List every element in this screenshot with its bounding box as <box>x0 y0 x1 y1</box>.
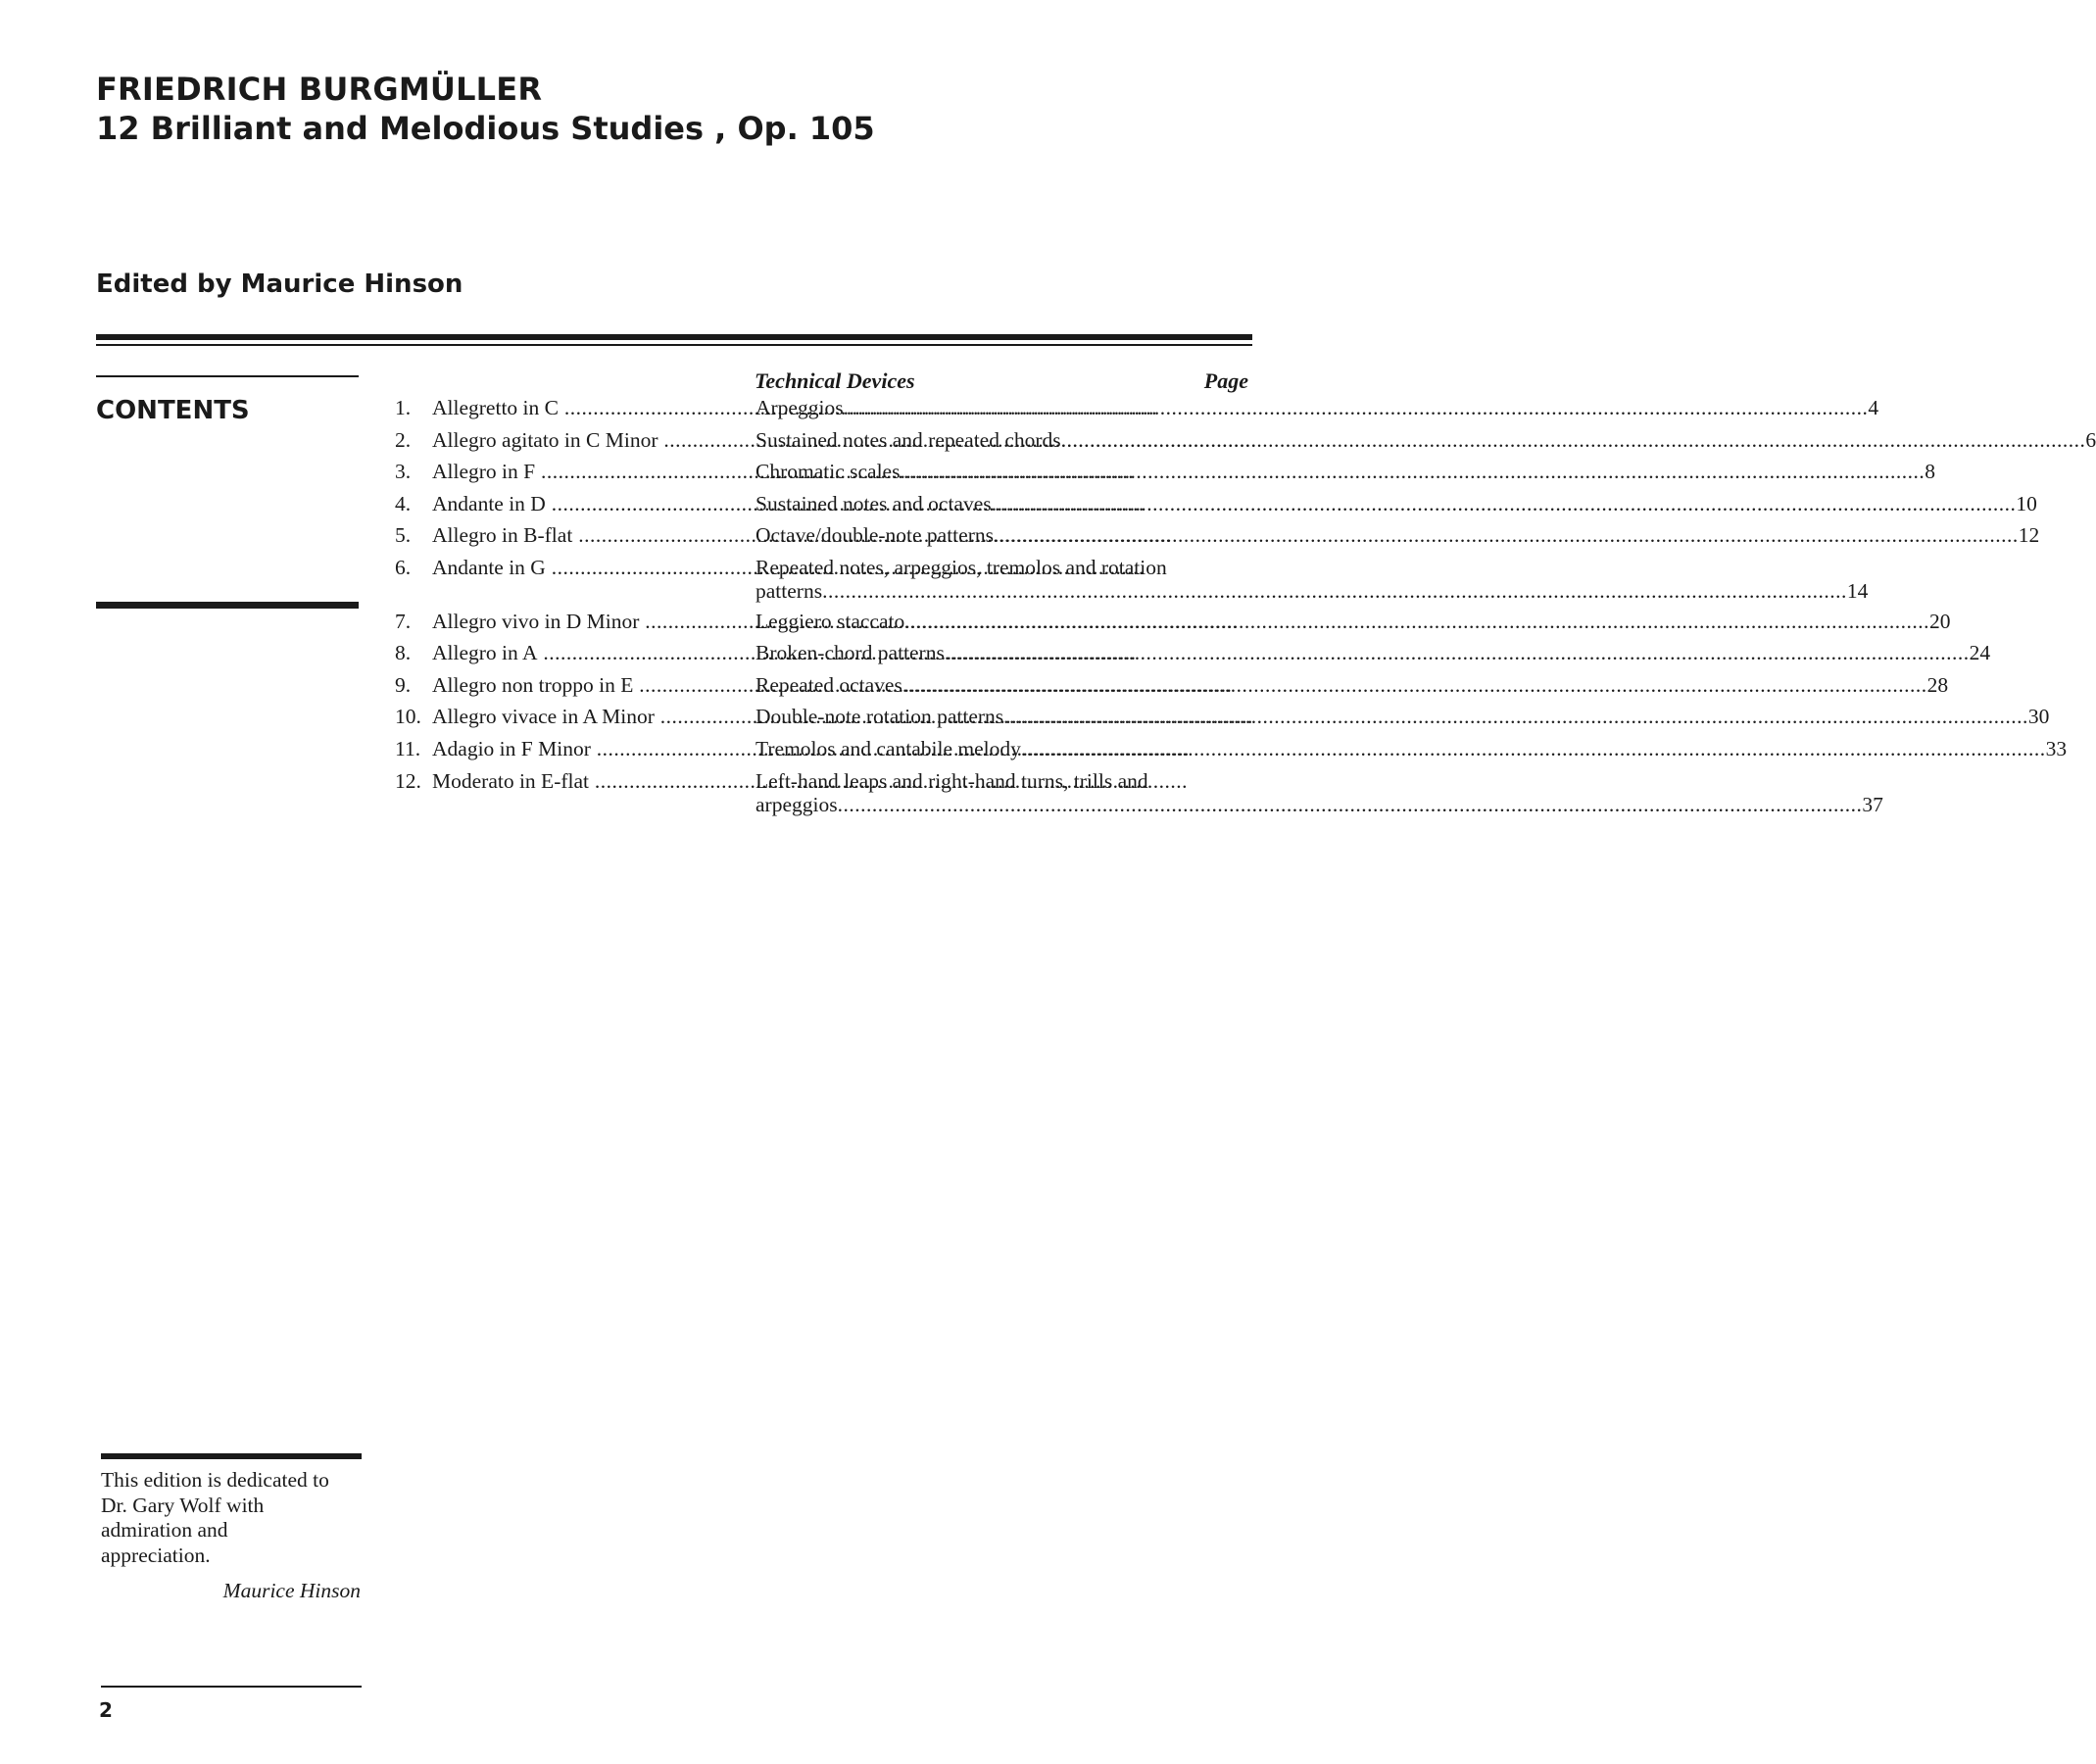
toc-device-column <box>756 769 1883 815</box>
toc-leader-dots <box>992 492 2017 516</box>
toc-row <box>395 491 2037 516</box>
toc-piece-title: Allegro in A ..... <box>432 641 756 665</box>
dedication-line: This edition is dedicated to <box>101 1468 329 1492</box>
toc-row <box>395 705 2050 729</box>
toc-page-number: 6 <box>2085 427 2096 452</box>
toc-device-column <box>756 673 1948 698</box>
contents-heading: CONTENTS <box>96 396 250 425</box>
toc-device-line <box>756 428 2096 453</box>
toc-device-line <box>756 641 1990 665</box>
toc-page-number: 14 <box>1846 578 1869 603</box>
toc-device-text: Repeated octaves <box>756 672 902 697</box>
top-rule-thin <box>96 344 1252 346</box>
dedication-line: appreciation. <box>101 1543 211 1567</box>
toc-device-text: Chromatic scales <box>756 460 901 484</box>
toc-leader-dots <box>1003 705 2028 729</box>
toc-device-text: arpeggios <box>756 792 838 816</box>
toc-leader-dots <box>1021 737 2046 761</box>
toc-leader-dots <box>902 673 1927 698</box>
toc-device-line <box>756 580 1868 602</box>
toc-device-column <box>756 460 1935 484</box>
toc-device-text: Broken-chord patterns <box>756 641 945 665</box>
toc-row <box>395 672 1949 698</box>
composer-name: FRIEDRICH BURGMÜLLER <box>96 71 543 108</box>
toc-leader-dots <box>844 396 1869 420</box>
toc-device-text: Leggiero staccato <box>756 609 905 633</box>
toc-piece-title: Allegro in B-flat ..... <box>432 523 756 548</box>
toc-piece-title: Andante in G ..... <box>432 556 756 602</box>
toc-page-number: 10 <box>2016 491 2037 515</box>
toc-row <box>395 736 2068 761</box>
toc-device-text: Sustained notes and octaves <box>756 491 992 515</box>
toc-number: 5. <box>395 523 412 548</box>
toc-device-text: patterns <box>756 578 823 603</box>
toc-leader-dots <box>838 794 1863 815</box>
toc-device-column <box>756 396 1878 420</box>
toc-page-number: 30 <box>2027 705 2050 729</box>
toc-device-column <box>756 428 2096 453</box>
toc-leader-dots <box>904 610 1929 634</box>
top-rule-thick <box>96 334 1252 340</box>
toc-row <box>395 523 2040 548</box>
toc-number: 1. <box>395 396 412 419</box>
toc-device-text: Repeated notes, arpeggios, tremolos and rotation <box>756 555 1167 579</box>
toc-piece-title: Allegro in F ..... <box>432 460 756 484</box>
toc-device-line <box>756 705 2049 729</box>
toc-device-column <box>756 737 2067 761</box>
toc-number: 2. <box>395 427 412 452</box>
toc-device-line <box>756 396 1878 420</box>
toc-piece-title: Moderato in E-flat ..... <box>432 769 756 815</box>
toc-device-line <box>756 794 1883 815</box>
toc-page-number: 8 <box>1925 460 1935 484</box>
toc-device-line <box>756 769 1883 794</box>
toc-page-number: 4 <box>1868 396 1879 419</box>
toc-page-number: 28 <box>1926 672 1949 697</box>
toc-device-text: Double-note rotation patterns <box>756 705 1004 729</box>
toc-device-line <box>756 610 1950 634</box>
toc-number: 9. <box>395 672 412 697</box>
dedication-line: admiration and <box>101 1518 228 1542</box>
toc-device-column <box>756 641 1990 665</box>
toc-device-text: Octave/double-note patterns <box>756 523 994 548</box>
toc-number: 6. <box>395 555 412 579</box>
footer-rule <box>101 1686 362 1688</box>
toc-page-number: 24 <box>1969 641 1991 665</box>
toc-row <box>395 396 1879 420</box>
toc-piece-title: Andante in D ..... <box>432 492 756 516</box>
page-number: 2 <box>99 1698 113 1722</box>
toc-page-number: 20 <box>1928 609 1951 633</box>
toc-piece-title: Adagio in F Minor ..... <box>432 737 756 761</box>
toc-number: 7. <box>395 609 412 633</box>
toc-device-text: Left-hand leaps and right-hand turns, trills and <box>756 768 1148 793</box>
toc-row <box>395 609 1951 634</box>
toc-number: 11. <box>395 736 421 760</box>
toc-page-number: 33 <box>2045 736 2068 760</box>
toc-device-column <box>756 705 2049 729</box>
toc-leader-dots <box>1061 428 2086 453</box>
toc-device-column <box>756 523 2039 548</box>
toc-piece-title: Allegro vivace in A Minor ..... <box>432 705 756 729</box>
toc-number: 3. <box>395 460 412 484</box>
toc-number: 4. <box>395 491 412 515</box>
toc-piece-title: Allegretto in C ..... <box>432 396 756 420</box>
toc-device-line <box>756 673 1948 698</box>
toc-page-number: 12 <box>2018 523 2040 548</box>
toc-piece-title: Allegro vivo in D Minor ..... <box>432 610 756 634</box>
table-of-contents <box>395 396 2096 816</box>
toc-row <box>395 555 1869 603</box>
toc-device-text: Arpeggios <box>756 396 844 419</box>
toc-leader-dots <box>945 641 1970 665</box>
toc-leader-dots <box>994 523 2019 548</box>
left-column-rule <box>96 602 359 609</box>
dedication-rule <box>101 1453 362 1459</box>
toc-device-column <box>756 610 1950 634</box>
toc-device-text: Tremolos and cantabile melody <box>756 736 1021 760</box>
toc-number: 8. <box>395 641 412 665</box>
toc-device-column <box>756 492 2037 516</box>
toc-row <box>395 427 2096 453</box>
toc-device-line <box>756 737 2067 761</box>
editor-credit: Edited by Maurice Hinson <box>96 270 463 299</box>
dedication-signature: Maurice Hinson <box>222 1579 361 1602</box>
toc-row <box>395 641 1991 665</box>
toc-row <box>395 768 1883 816</box>
contents-rule <box>96 375 359 377</box>
toc-piece-title: Allegro non troppo in E ..... <box>432 673 756 698</box>
toc-device-column <box>756 556 1868 602</box>
toc-piece-title: Allegro agitato in C Minor ..... <box>432 428 756 453</box>
toc-number: 12. <box>395 768 421 793</box>
toc-device-line <box>756 556 1868 580</box>
toc-leader-dots <box>822 580 1847 602</box>
toc-device-line <box>756 492 2037 516</box>
toc-device-text: Sustained notes and repeated chords <box>756 427 1061 452</box>
technical-devices-header: Technical Devices <box>755 368 915 393</box>
toc-row <box>395 460 1935 484</box>
work-title: 12 Brilliant and Melodious Studies , Op. 105 <box>96 110 875 147</box>
toc-leader-dots <box>900 460 1925 484</box>
dedication-text <box>101 1468 329 1568</box>
toc-number: 10. <box>395 705 421 729</box>
toc-device-line <box>756 523 2039 548</box>
dedication-line: Dr. Gary Wolf with <box>101 1493 265 1517</box>
toc-page-number: 37 <box>1862 792 1883 816</box>
toc-device-line <box>756 460 1935 484</box>
page-column-header: Page <box>1203 368 1248 393</box>
